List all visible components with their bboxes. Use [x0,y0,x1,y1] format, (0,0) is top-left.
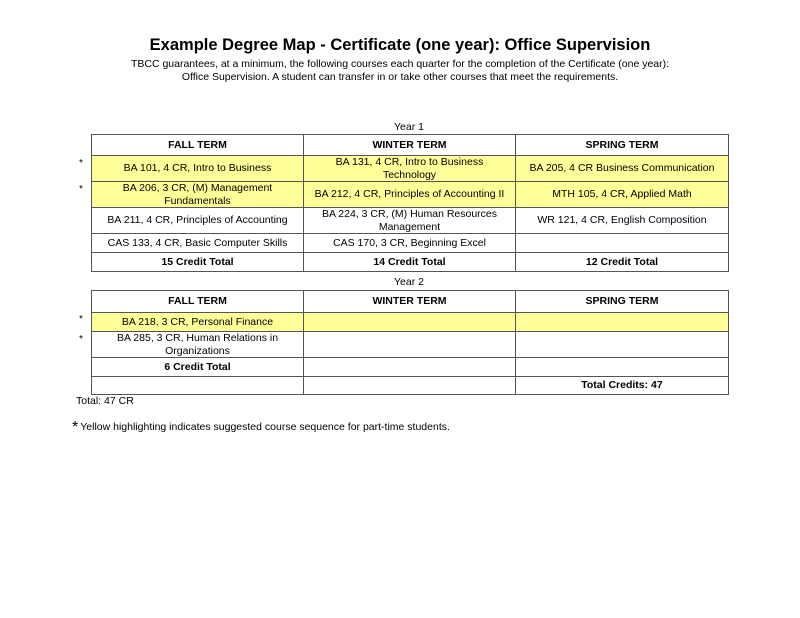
course-cell [516,234,729,253]
column-header-winter: WINTER TERM [304,135,516,156]
credit-total-spring [516,358,729,377]
course-cell [304,332,516,358]
page-title: Example Degree Map - Certificate (one year): Office Supervision [149,36,651,54]
year2-label: Year 2 [394,276,424,288]
course-cell: BA 101, 4 CR, Intro to Business [92,156,304,182]
row-star-marker: * [79,184,83,195]
column-header-spring: SPRING TERM [516,135,729,156]
credit-total-winter: 14 Credit Total [304,253,516,272]
year2-table [91,290,729,395]
course-cell: CAS 133, 4 CR, Basic Computer Skills [92,234,304,253]
empty-cell [92,377,304,395]
subtitle-line-1: TBCC guarantees, at a minimum, the following courses each quarter for the completion of the Certificate (one year): [130,58,670,70]
table-row [92,156,729,182]
table-row [92,208,729,234]
credit-total-spring: 12 Credit Total [516,253,729,272]
table-row [92,313,729,332]
empty-cell [304,377,516,395]
credit-total-fall: 15 Credit Total [92,253,304,272]
total-credits: Total Credits: 47 [516,377,729,395]
course-cell: BA 285, 3 CR, Human Relations in Organizations [92,332,304,358]
course-cell: WR 121, 4 CR, English Composition [516,208,729,234]
table-row [92,332,729,358]
course-cell [516,332,729,358]
course-cell [304,313,516,332]
course-cell: CAS 170, 3 CR, Beginning Excel [304,234,516,253]
course-cell: BA 212, 4 CR, Principles of Accounting II [304,182,516,208]
course-cell [516,313,729,332]
table-row [92,234,729,253]
column-header-fall: FALL TERM [92,291,304,313]
credit-total-row [92,253,729,272]
course-cell: BA 206, 3 CR, (M) Management Fundamentals [92,182,304,208]
course-cell: MTH 105, 4 CR, Applied Math [516,182,729,208]
table-header-row [92,135,729,156]
table-header-row [92,291,729,313]
row-star-marker: * [79,158,83,169]
course-cell: BA 224, 3 CR, (M) Human Resources Management [304,208,516,234]
footnote-star: * [72,419,79,436]
row-star-marker: * [79,334,83,345]
table-row [92,182,729,208]
course-cell: BA 205, 4 CR Business Communication [516,156,729,182]
year1-table [91,134,729,272]
footnote-text: Yellow highlighting indicates suggested course sequence for part-time students. [80,421,450,433]
column-header-fall: FALL TERM [92,135,304,156]
credit-total-row [92,358,729,377]
page-subtitle [100,58,700,84]
course-cell: BA 131, 4 CR, Intro to Business Technology [304,156,516,182]
credit-total-winter [304,358,516,377]
year1-label: Year 1 [394,121,424,133]
subtitle-line-2: Office Supervision. A student can transfer in or take other courses that meet the requirements. [181,71,619,83]
row-star-marker: * [79,314,83,325]
column-header-winter: WINTER TERM [304,291,516,313]
grand-total: Total: 47 CR [76,395,134,407]
column-header-spring: SPRING TERM [516,291,729,313]
course-cell: BA 211, 4 CR, Principles of Accounting [92,208,304,234]
final-total-row [92,377,729,395]
course-cell: BA 218, 3 CR, Personal Finance [92,313,304,332]
footnote [72,419,450,437]
credit-total-fall: 6 Credit Total [92,358,304,377]
